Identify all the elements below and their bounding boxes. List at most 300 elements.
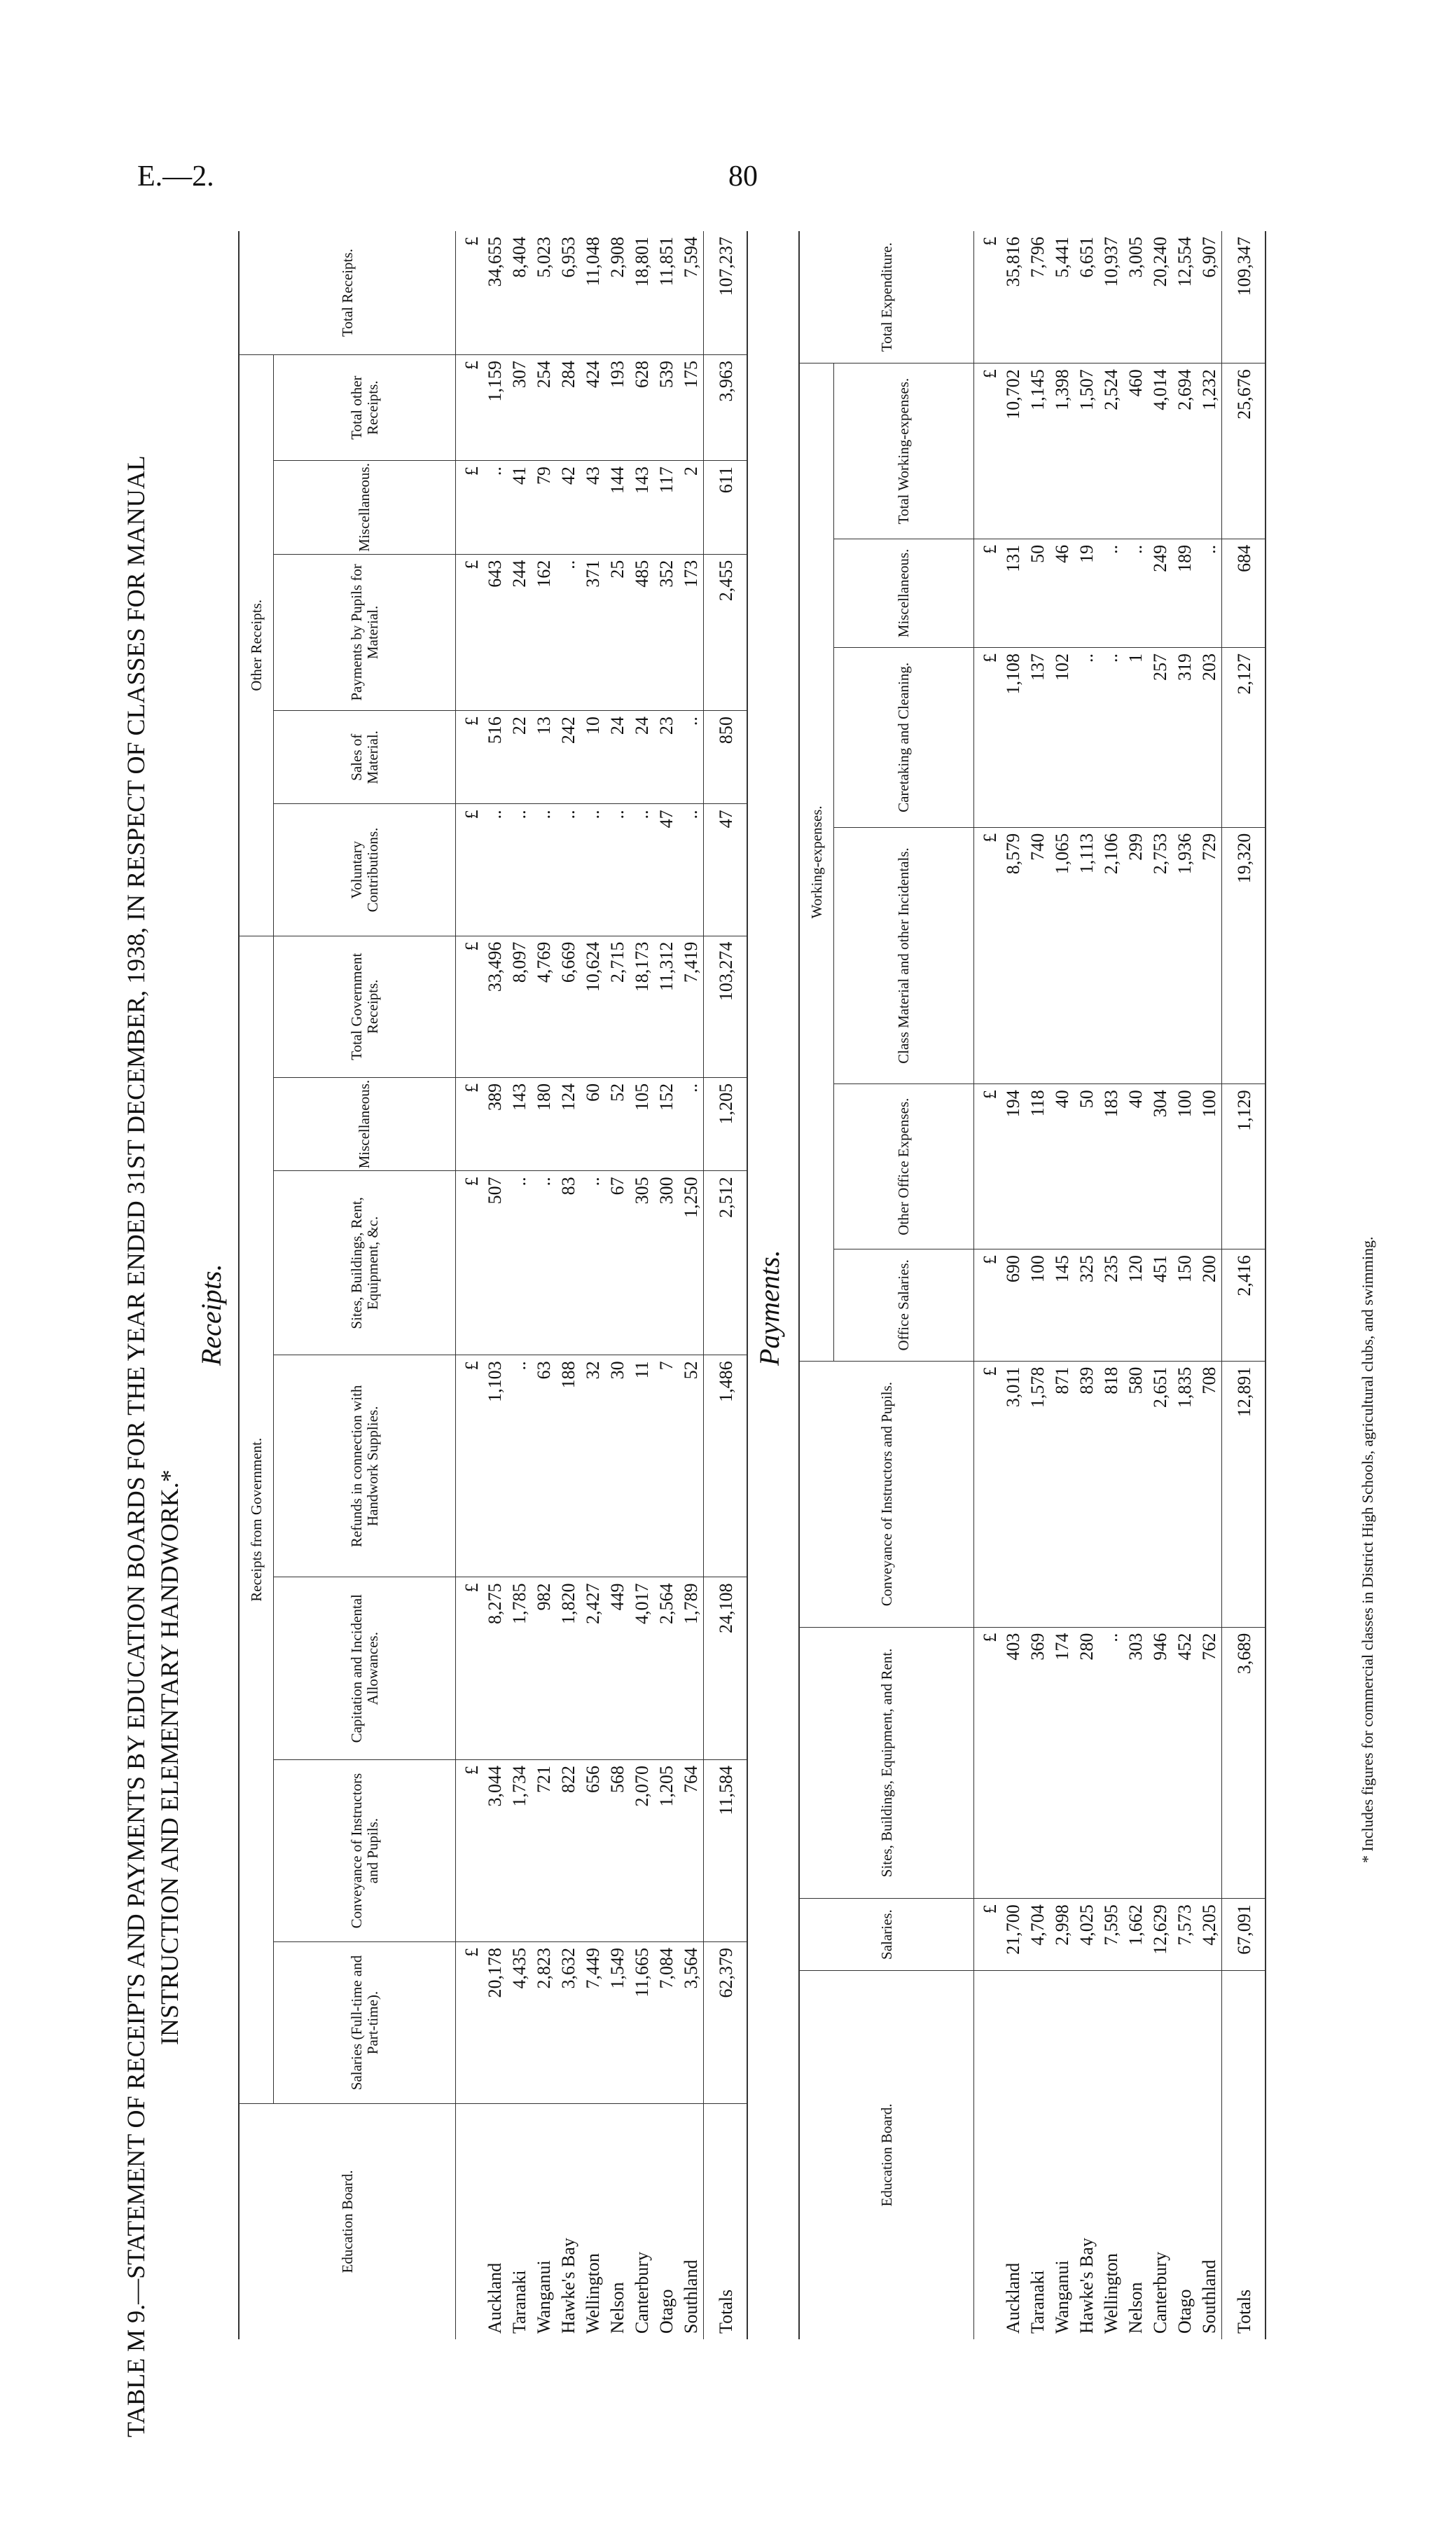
value-cell: 371	[581, 554, 605, 710]
value-cell: 105	[630, 1077, 654, 1171]
value-cell: 145	[1050, 1249, 1074, 1361]
total-cell: 25,676	[1222, 363, 1266, 539]
document-code: E.—2.	[137, 160, 214, 193]
value-cell: 19	[1074, 539, 1099, 647]
table-row	[556, 231, 581, 2339]
working-expenses-group: Working-expenses.	[799, 363, 834, 1361]
value-cell: 2,106	[1099, 827, 1123, 1083]
value-cell: 2,715	[605, 936, 630, 1077]
board-name: Southland	[681, 2259, 701, 2334]
value-cell: 52	[605, 1077, 630, 1171]
total-cell: 62,379	[704, 1942, 748, 2104]
receipts-board-header: Education Board.	[239, 2104, 456, 2340]
value-cell: 180	[532, 1077, 556, 1171]
value-cell: 47	[654, 804, 679, 936]
payments-col-header: Salaries.	[799, 1899, 974, 1971]
value-cell: 1,549	[605, 1942, 630, 2104]
value-cell: 11,851	[654, 231, 679, 355]
value-cell: 183	[1099, 1084, 1123, 1249]
value-cell: 43	[581, 461, 605, 555]
total-cell: 1,205	[704, 1077, 748, 1171]
value-cell: 5,441	[1050, 231, 1074, 363]
payments-col-header: Miscellaneous.	[834, 539, 974, 647]
value-cell: ..	[1123, 539, 1148, 647]
value-cell: 3,632	[556, 1942, 581, 2104]
value-cell: 4,769	[532, 936, 556, 1077]
value-cell: 162	[532, 554, 556, 710]
total-cell: 12,891	[1222, 1361, 1266, 1627]
value-cell: 352	[654, 554, 679, 710]
value-cell: 143	[507, 1077, 532, 1171]
value-cell: 189	[1172, 539, 1197, 647]
table-row	[1123, 231, 1148, 2339]
value-cell: 117	[654, 461, 679, 555]
other-receipts-group: Other Receipts.	[239, 355, 274, 936]
value-cell: 2,823	[532, 1942, 556, 2104]
value-cell: 67	[605, 1171, 630, 1355]
value-cell: 1,820	[556, 1577, 581, 1760]
value-cell: 152	[654, 1077, 679, 1171]
value-cell: 280	[1074, 1627, 1099, 1899]
value-cell: 118	[1025, 1084, 1050, 1249]
table-row	[1172, 231, 1197, 2339]
value-cell: 305	[630, 1171, 654, 1355]
totals-row	[1222, 231, 1266, 2339]
value-cell: 4,704	[1025, 1899, 1050, 1971]
value-cell: 20,240	[1148, 231, 1172, 363]
board-name: Wellington	[583, 2253, 603, 2334]
receipts-heading: Receipts.	[195, 1263, 227, 1366]
value-cell: 100	[1025, 1249, 1050, 1361]
rotated-table-page	[105, 161, 1436, 2437]
value-cell: 946	[1148, 1627, 1172, 1899]
value-cell: 11,048	[581, 231, 605, 355]
value-cell: 4,025	[1074, 1899, 1099, 1971]
value-cell: 6,651	[1074, 231, 1099, 363]
payments-col-header: Office Salaries.	[834, 1249, 974, 1361]
value-cell: 2,908	[605, 231, 630, 355]
receipts-col-header: Sites, Buildings, Rent, Equipment, &c.	[274, 1171, 456, 1355]
value-cell: 7,594	[679, 231, 704, 355]
value-cell: 1,662	[1123, 1899, 1148, 1971]
unit-row-blank	[456, 2104, 483, 2340]
total-cell: 24,108	[704, 1577, 748, 1760]
value-cell: 22	[507, 711, 532, 804]
value-cell: 7,419	[679, 936, 704, 1077]
board-name: Hawke's Bay	[558, 2238, 578, 2334]
unit-cell: £	[456, 936, 483, 1077]
value-cell: 244	[507, 554, 532, 710]
value-cell: 40	[1123, 1084, 1148, 1249]
value-cell: 871	[1050, 1361, 1074, 1627]
payments-col-header: Conveyance of Instructors and Pupils.	[799, 1361, 974, 1627]
value-cell: 452	[1172, 1627, 1197, 1899]
value-cell: 2,427	[581, 1577, 605, 1760]
value-cell: 325	[1074, 1249, 1099, 1361]
value-cell: ..	[1099, 539, 1123, 647]
table-row	[581, 231, 605, 2339]
value-cell: 46	[1050, 539, 1074, 647]
receipts-col-header: Salaries (Full-time and Part-time).	[274, 1942, 456, 2104]
value-cell: 35,816	[1001, 231, 1025, 363]
value-cell: 1,108	[1001, 648, 1025, 828]
value-cell: 7,573	[1172, 1899, 1197, 1971]
value-cell: 24	[630, 711, 654, 804]
receipts-col-header: Conveyance of Instructors and Pupils.	[274, 1760, 456, 1942]
value-cell: 3,564	[679, 1942, 704, 2104]
value-cell: 1,065	[1050, 827, 1074, 1083]
board-name: Wanganui	[1052, 2260, 1072, 2334]
receipts-col-header: Refunds in connection with Handwork Supplies.	[274, 1355, 456, 1577]
board-name: Nelson	[1125, 2282, 1146, 2334]
value-cell: ..	[605, 804, 630, 936]
value-cell: 79	[532, 461, 556, 555]
value-cell: 299	[1123, 827, 1148, 1083]
value-cell: 2,753	[1148, 827, 1172, 1083]
value-cell: ..	[581, 804, 605, 936]
value-cell: 403	[1001, 1627, 1025, 1899]
unit-cell: £	[974, 1084, 1001, 1249]
total-cell: 47	[704, 804, 748, 936]
unit-cell: £	[456, 231, 483, 355]
unit-cell: £	[974, 648, 1001, 828]
payments-board-header: Education Board.	[799, 1971, 974, 2340]
unit-cell: £	[456, 461, 483, 555]
receipts-col-header: Total Receipts.	[239, 231, 456, 355]
value-cell: 319	[1172, 648, 1197, 828]
value-cell: 5,023	[532, 231, 556, 355]
total-cell: 107,237	[704, 231, 748, 355]
value-cell: 100	[1197, 1084, 1222, 1249]
total-cell: 1,486	[704, 1355, 748, 1577]
unit-cell: £	[456, 804, 483, 936]
value-cell: 25	[605, 554, 630, 710]
total-cell: 2,455	[704, 554, 748, 710]
value-cell: 3,011	[1001, 1361, 1025, 1627]
board-name: Wellington	[1101, 2253, 1121, 2334]
board-name: Taranaki	[1027, 2270, 1048, 2334]
board-name: Southland	[1199, 2259, 1219, 2334]
value-cell: 1	[1123, 648, 1148, 828]
total-cell: 11,584	[704, 1760, 748, 1942]
table-row	[1148, 231, 1172, 2339]
unit-cell: £	[456, 1171, 483, 1355]
value-cell: 174	[1050, 1627, 1074, 1899]
value-cell: 818	[1099, 1361, 1123, 1627]
value-cell: 656	[581, 1760, 605, 1942]
value-cell: 1,145	[1025, 363, 1050, 539]
unit-cell: £	[974, 1899, 1001, 1971]
table-row	[1001, 231, 1025, 2339]
value-cell: 451	[1148, 1249, 1172, 1361]
unit-cell: £	[974, 827, 1001, 1083]
total-cell: 67,091	[1222, 1899, 1266, 1971]
value-cell: 10	[581, 711, 605, 804]
payments-col-header: Total Working-expenses.	[834, 363, 974, 539]
value-cell: 235	[1099, 1249, 1123, 1361]
value-cell: 175	[679, 355, 704, 461]
total-cell: 611	[704, 461, 748, 555]
value-cell: ..	[630, 804, 654, 936]
value-cell: 11,312	[654, 936, 679, 1077]
value-cell: 1,205	[654, 1760, 679, 1942]
table-row	[1050, 231, 1074, 2339]
value-cell: 2,524	[1099, 363, 1123, 539]
value-cell: 40	[1050, 1084, 1074, 1249]
total-cell: 684	[1222, 539, 1266, 647]
value-cell: 2,564	[654, 1577, 679, 1760]
value-cell: ..	[1074, 648, 1099, 828]
value-cell: ..	[1099, 1627, 1123, 1899]
value-cell: ..	[679, 711, 704, 804]
value-cell: 1,113	[1074, 827, 1099, 1083]
value-cell: ..	[507, 804, 532, 936]
value-cell: 32	[581, 1355, 605, 1577]
value-cell: 1,232	[1197, 363, 1222, 539]
value-cell: 188	[556, 1355, 581, 1577]
value-cell: 13	[532, 711, 556, 804]
board-name: Canterbury	[632, 2252, 652, 2334]
unit-cell: £	[456, 1077, 483, 1171]
value-cell: 4,205	[1197, 1899, 1222, 1971]
value-cell: ..	[532, 804, 556, 936]
total-cell: 2,512	[704, 1171, 748, 1355]
value-cell: 257	[1148, 648, 1172, 828]
value-cell: 4,435	[507, 1942, 532, 2104]
value-cell: 63	[532, 1355, 556, 1577]
unit-cell: £	[456, 1942, 483, 2104]
unit-cell: £	[974, 539, 1001, 647]
board-name: Otago	[1174, 2289, 1195, 2334]
value-cell: 10,624	[581, 936, 605, 1077]
receipts-col-header: Sales of Material.	[274, 711, 456, 804]
unit-cell: £	[456, 554, 483, 710]
value-cell: 6,669	[556, 936, 581, 1077]
value-cell: 721	[532, 1760, 556, 1942]
table-row	[654, 231, 679, 2339]
value-cell: 507	[483, 1171, 507, 1355]
value-cell: 11,665	[630, 1942, 654, 2104]
value-cell: ..	[507, 1171, 532, 1355]
value-cell: 1,578	[1025, 1361, 1050, 1627]
value-cell: 1,159	[483, 355, 507, 461]
value-cell: ..	[1197, 539, 1222, 647]
board-name: Wanganui	[534, 2260, 554, 2334]
payments-col-header: Sites, Buildings, Equipment, and Rent.	[799, 1627, 974, 1899]
value-cell: 120	[1123, 1249, 1148, 1361]
unit-cell: £	[456, 1355, 483, 1577]
value-cell: 764	[679, 1760, 704, 1942]
value-cell: 203	[1197, 648, 1222, 828]
value-cell: 1,785	[507, 1577, 532, 1760]
total-cell: 109,347	[1222, 231, 1266, 363]
value-cell: 7,084	[654, 1942, 679, 2104]
value-cell: 1,936	[1172, 827, 1197, 1083]
unit-cell: £	[974, 1361, 1001, 1627]
total-cell: 2,416	[1222, 1249, 1266, 1361]
value-cell: 8,579	[1001, 827, 1025, 1083]
value-cell: 729	[1197, 827, 1222, 1083]
value-cell: 460	[1123, 363, 1148, 539]
value-cell: 1,734	[507, 1760, 532, 1942]
board-name: Taranaki	[509, 2270, 529, 2334]
value-cell: 539	[654, 355, 679, 461]
value-cell: 102	[1050, 648, 1074, 828]
value-cell: 52	[679, 1355, 704, 1577]
value-cell: 194	[1001, 1084, 1025, 1249]
value-cell: 60	[581, 1077, 605, 1171]
value-cell: 1,835	[1172, 1361, 1197, 1627]
value-cell: ..	[679, 1077, 704, 1171]
value-cell: 389	[483, 1077, 507, 1171]
totals-label: Totals	[704, 2104, 748, 2340]
payments-col-header: Other Office Expenses.	[834, 1084, 974, 1249]
value-cell: 307	[507, 355, 532, 461]
value-cell: 6,907	[1197, 231, 1222, 363]
table-row	[507, 231, 532, 2339]
receipts-col-header: Capitation and Incidental Allowances.	[274, 1577, 456, 1760]
value-cell: 11	[630, 1355, 654, 1577]
receipts-col-header: Miscellaneous.	[274, 1077, 456, 1171]
value-cell: 284	[556, 355, 581, 461]
payments-col-header: Caretaking and Cleaning.	[834, 648, 974, 828]
value-cell: 150	[1172, 1249, 1197, 1361]
payments-col-header: Total Expenditure.	[799, 231, 974, 363]
value-cell: 4,014	[1148, 363, 1172, 539]
board-name: Canterbury	[1150, 2252, 1170, 2334]
value-cell: 4,017	[630, 1577, 654, 1760]
value-cell: 137	[1025, 648, 1050, 828]
table-row	[1099, 231, 1123, 2339]
value-cell: 8,275	[483, 1577, 507, 1760]
value-cell: 34,655	[483, 231, 507, 355]
receipts-col-header: Voluntary Contributions.	[274, 804, 456, 936]
value-cell: 30	[605, 1355, 630, 1577]
table-row	[1197, 231, 1222, 2339]
receipts-col-header: Payments by Pupils for Material.	[274, 554, 456, 710]
value-cell: 516	[483, 711, 507, 804]
value-cell: 42	[556, 461, 581, 555]
value-cell: 7,796	[1025, 231, 1050, 363]
title-line-1: TABLE M 9.—STATEMENT OF RECEIPTS AND PAYMENTS BY EDUCATION BOARDS FOR THE YEAR ENDED 31ST DECEMBER, 1938, IN RESPECT OF CLASSES FOR MANUAL	[122, 455, 150, 2437]
value-cell: 10,702	[1001, 363, 1025, 539]
value-cell: 193	[605, 355, 630, 461]
value-cell: 100	[1172, 1084, 1197, 1249]
value-cell: 21,700	[1001, 1899, 1025, 1971]
value-cell: 254	[532, 355, 556, 461]
board-name: Otago	[656, 2289, 677, 2334]
value-cell: 643	[483, 554, 507, 710]
value-cell: 300	[654, 1171, 679, 1355]
value-cell: ..	[483, 804, 507, 936]
value-cell: 1,398	[1050, 363, 1074, 539]
unit-cell: £	[456, 1577, 483, 1760]
value-cell: 1,507	[1074, 363, 1099, 539]
title-line-2: INSTRUCTION AND ELEMENTARY HANDWORK.*	[155, 1469, 183, 2045]
value-cell: 449	[605, 1577, 630, 1760]
value-cell: ..	[507, 1355, 532, 1577]
value-cell: 690	[1001, 1249, 1025, 1361]
value-cell: 1,789	[679, 1577, 704, 1760]
unit-row	[974, 231, 1001, 2339]
payments-table	[798, 231, 1266, 2339]
value-cell: 8,404	[507, 231, 532, 355]
value-cell: 2,070	[630, 1760, 654, 1942]
receipts-col-header: Total Government Receipts.	[274, 936, 456, 1077]
table-title	[119, 161, 186, 2437]
board-name: Auckland	[485, 2262, 505, 2334]
value-cell: 143	[630, 461, 654, 555]
table-row	[1074, 231, 1099, 2339]
value-cell: 8,097	[507, 936, 532, 1077]
table-row	[679, 231, 704, 2339]
value-cell: 3,044	[483, 1760, 507, 1942]
value-cell: ..	[581, 1171, 605, 1355]
value-cell: 485	[630, 554, 654, 710]
value-cell: 740	[1025, 827, 1050, 1083]
table-row	[605, 231, 630, 2339]
receipts-col-header: Miscellaneous.	[274, 461, 456, 555]
value-cell: 18,173	[630, 936, 654, 1077]
value-cell: 144	[605, 461, 630, 555]
table-row	[630, 231, 654, 2339]
payments-col-header: Class Material and other Incidentals.	[834, 827, 974, 1083]
value-cell: 200	[1197, 1249, 1222, 1361]
value-cell: 1,250	[679, 1171, 704, 1355]
value-cell: 249	[1148, 539, 1172, 647]
total-cell: 1,129	[1222, 1084, 1266, 1249]
unit-cell: £	[974, 1249, 1001, 1361]
value-cell: 7,449	[581, 1942, 605, 2104]
page-number: 80	[728, 160, 758, 193]
total-cell: 2,127	[1222, 648, 1266, 828]
unit-cell: £	[456, 711, 483, 804]
value-cell: 242	[556, 711, 581, 804]
value-cell: 1,103	[483, 1355, 507, 1577]
value-cell: 12,554	[1172, 231, 1197, 363]
board-name: Nelson	[607, 2282, 628, 2334]
unit-row-blank	[974, 1971, 1001, 2340]
value-cell: 124	[556, 1077, 581, 1171]
total-cell: 19,320	[1222, 827, 1266, 1083]
total-cell: 3,689	[1222, 1627, 1266, 1899]
footnote: * Includes figures for commercial classes in District High Schools, agricultural clubs, and swimming.	[1359, 1236, 1376, 1863]
total-cell: 103,274	[704, 936, 748, 1077]
value-cell: 762	[1197, 1627, 1222, 1899]
value-cell: 50	[1074, 1084, 1099, 1249]
value-cell: 568	[605, 1760, 630, 1942]
totals-row	[704, 231, 748, 2339]
receipts-table	[238, 231, 748, 2339]
value-cell: 18,801	[630, 231, 654, 355]
table-row	[1025, 231, 1050, 2339]
value-cell: ..	[1099, 648, 1123, 828]
value-cell: 173	[679, 554, 704, 710]
value-cell: 580	[1123, 1361, 1148, 1627]
value-cell: 982	[532, 1577, 556, 1760]
value-cell: 131	[1001, 539, 1025, 647]
value-cell: 10,937	[1099, 231, 1123, 363]
unit-cell: £	[974, 363, 1001, 539]
value-cell: 2,651	[1148, 1361, 1172, 1627]
value-cell: ..	[556, 804, 581, 936]
board-name: Auckland	[1003, 2262, 1023, 2334]
value-cell: 6,953	[556, 231, 581, 355]
value-cell: 708	[1197, 1361, 1222, 1627]
value-cell: 12,629	[1148, 1899, 1172, 1971]
gov-receipts-group: Receipts from Government.	[239, 936, 274, 2103]
value-cell: 2	[679, 461, 704, 555]
